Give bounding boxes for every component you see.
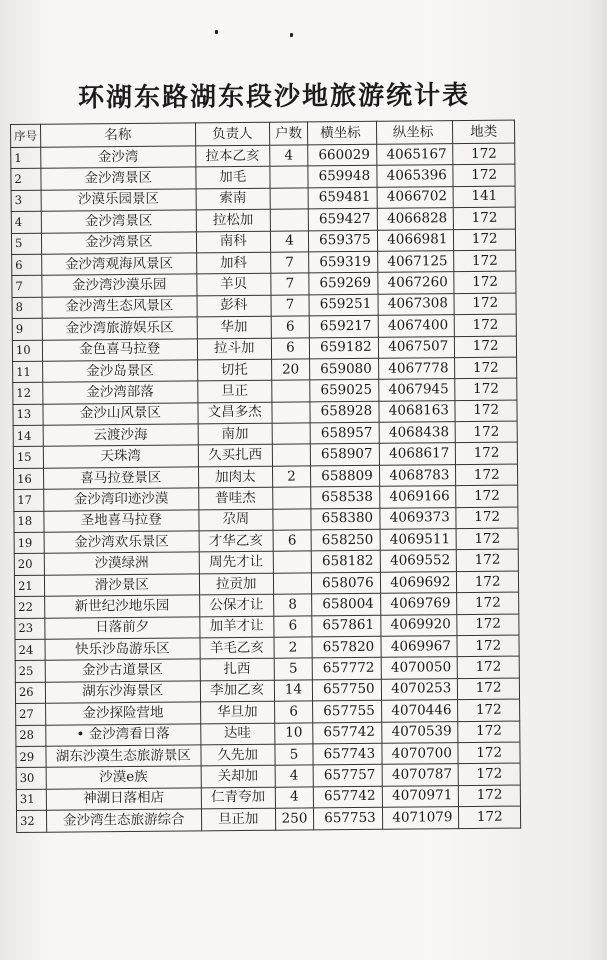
cell-households [273,573,311,595]
cell-y-coordinate: 4071079 [382,807,459,829]
cell-households: 6 [274,701,312,723]
cell-seq: 31 [16,789,46,811]
cell-land-type: 172 [459,806,521,828]
cell-leader: 尕周 [198,509,273,531]
cell-x-coordinate: 657755 [313,700,382,722]
cell-y-coordinate: 4069373 [380,507,457,529]
cell-x-coordinate: 658957 [310,422,379,444]
cell-name: 湖东沙海景区 [45,681,200,704]
cell-y-coordinate: 4066981 [377,229,454,251]
cell-name: 快乐沙岛游乐区 [45,638,200,661]
cell-x-coordinate: 659217 [309,315,378,337]
cell-name: 金沙湾印迹沙漠 [44,488,199,511]
cell-x-coordinate: 658928 [310,401,379,423]
cell-seq: 3 [11,190,41,212]
table-body [11,143,521,832]
cell-households [273,509,311,531]
cell-name: 金沙岛景区 [43,360,198,383]
cell-name: 金沙湾欢乐景区 [44,531,199,554]
cell-land-type: 172 [456,528,518,550]
cell-name: 金沙湾沙漠乐园 [42,274,197,297]
cell-leader: 彭科 [197,295,272,317]
cell-land-type: 172 [455,336,517,358]
cell-land-type: 172 [458,742,520,764]
cell-seq: 23 [15,618,45,640]
cell-y-coordinate: 4070446 [381,700,458,722]
cell-x-coordinate: 659251 [309,294,378,316]
cell-y-coordinate: 4069920 [380,614,457,636]
cell-x-coordinate: 659025 [310,380,379,402]
cell-households: 5 [275,744,313,766]
cell-y-coordinate: 4066702 [377,186,454,208]
cell-x-coordinate: 658380 [311,508,380,530]
cell-leader: 加羊才让 [199,616,274,638]
cell-y-coordinate: 4067945 [378,379,455,401]
cell-name: 湖东沙漠生态旅游景区 [46,745,201,768]
cell-land-type: 172 [454,207,516,229]
cell-name: 新世纪沙地乐园 [45,595,200,618]
cell-y-coordinate: 4068783 [379,464,456,486]
cell-land-type: 172 [458,721,520,743]
cell-name: 金沙湾部落 [43,381,198,404]
cell-land-type: 172 [456,464,518,486]
cell-y-coordinate: 4067125 [377,251,454,273]
cell-name: 沙漠e族 [46,766,201,789]
cell-households: 5 [274,658,312,680]
cell-y-coordinate: 4069692 [380,571,457,593]
cell-leader: 华旦加 [200,701,275,723]
cell-seq: 28 [16,725,46,747]
cell-name: 喜马拉登景区 [44,467,199,490]
cell-x-coordinate: 657743 [313,743,382,765]
cell-y-coordinate: 4065396 [377,165,454,187]
cell-x-coordinate: 658538 [311,487,380,509]
cell-land-type: 172 [454,229,516,251]
cell-land-type: 172 [457,614,519,636]
cell-households: 4 [270,230,308,252]
cell-land-type: 172 [458,656,520,678]
cell-land-type: 172 [457,635,519,657]
cell-name: 滑沙景区 [44,574,199,597]
cell-leader: 关却加 [201,766,276,788]
cell-households: 2 [272,466,310,488]
cell-leader: 加毛 [195,167,270,189]
cell-land-type: 172 [456,443,518,465]
cell-leader: 旦正加 [201,808,276,830]
cell-leader: 加肉太 [198,466,273,488]
table-row [16,806,520,832]
cell-y-coordinate: 4067260 [377,272,454,294]
cell-y-coordinate: 4070787 [382,764,459,786]
cell-land-type: 172 [453,164,515,186]
cell-seq: 13 [13,404,43,426]
cell-households [272,423,310,445]
cell-y-coordinate: 4069769 [380,593,457,615]
cell-name: 金沙湾景区 [41,231,196,254]
cell-y-coordinate: 4070253 [381,678,458,700]
cell-land-type: 172 [458,699,520,721]
cell-x-coordinate: 657742 [313,722,382,744]
cell-households: 4 [275,787,313,809]
cell-y-coordinate: 4069967 [381,636,458,658]
cell-land-type: 172 [456,507,518,529]
cell-leader: 旦正 [197,381,272,403]
cell-leader: 南科 [196,231,271,253]
cell-households [270,166,308,188]
cell-households: 6 [273,530,311,552]
cell-seq: 26 [15,682,45,704]
header-land-type: 地类 [453,120,515,144]
cell-leader: 文昌多杰 [197,402,272,424]
cell-name: 金沙湾生态风景区 [42,296,197,319]
cell-households: 6 [271,316,309,338]
cell-seq: 4 [11,211,41,233]
header-leader: 负责人 [195,122,270,146]
cell-seq: 15 [13,447,43,469]
cell-y-coordinate: 4067400 [378,315,455,337]
cell-seq: 1 [11,147,41,169]
cell-land-type: 172 [455,421,517,443]
cell-x-coordinate: 657753 [314,807,383,829]
cell-x-coordinate: 657772 [312,658,381,680]
header-x-coordinate: 横坐标 [308,121,377,145]
cell-seq: 27 [16,703,46,725]
cell-leader: 达哇 [200,723,275,745]
cell-seq: 30 [16,768,46,790]
cell-y-coordinate: 4068617 [379,443,456,465]
cell-x-coordinate: 659375 [309,230,378,252]
cell-leader: 扎西 [200,659,275,681]
cell-households [270,188,308,210]
cell-households [272,380,310,402]
cell-leader: 拉松加 [196,209,271,231]
cell-seq: 8 [12,297,42,319]
cell-households: 7 [271,295,309,317]
cell-seq: 5 [11,233,41,255]
cell-x-coordinate: 660029 [308,144,377,166]
cell-leader: 周先才让 [199,552,274,574]
cell-name: 金色喜马拉登 [42,338,197,361]
cell-leader: 才华乙亥 [199,530,274,552]
header-seq: 序号 [11,124,41,147]
cell-x-coordinate: 659481 [308,187,377,209]
cell-land-type: 172 [459,785,521,807]
cell-x-coordinate: 658907 [310,444,379,466]
cell-land-type: 172 [457,550,519,572]
cell-name: 金沙山风景区 [43,403,198,426]
cell-name: 金沙湾旅游娱乐区 [42,317,197,340]
cell-households: 10 [275,722,313,744]
cell-households [273,487,311,509]
cell-seq: 22 [15,596,45,618]
cell-leader: 切托 [197,359,272,381]
cell-households [270,209,308,231]
page-edge-shadow [589,0,607,960]
cell-land-type: 172 [453,143,515,165]
cell-y-coordinate: 4066828 [377,208,454,230]
cell-x-coordinate: 658809 [311,465,380,487]
cell-land-type: 172 [455,357,517,379]
cell-households [272,444,310,466]
cell-households: 7 [271,273,309,295]
cell-name: 金沙湾观海风景区 [42,253,197,276]
cell-name: 圣地喜马拉登 [44,510,199,533]
cell-y-coordinate: 4067507 [378,336,455,358]
cell-x-coordinate: 657757 [313,765,382,787]
cell-x-coordinate: 659427 [308,208,377,230]
cell-y-coordinate: 4070539 [381,721,458,743]
cell-land-type: 172 [457,592,519,614]
cell-name: 沙漠乐园景区 [41,189,196,212]
cell-seq: 24 [15,639,45,661]
cell-land-type: 172 [454,271,516,293]
cell-households [272,402,310,424]
paper-speck [215,30,218,34]
cell-x-coordinate: 658182 [311,551,380,573]
cell-x-coordinate: 658004 [312,593,381,615]
cell-seq: 2 [11,169,41,191]
cell-leader: 久先加 [200,744,275,766]
cell-leader: 羊贝 [196,274,271,296]
cell-seq: 29 [16,746,46,768]
cell-y-coordinate: 4069552 [380,550,457,572]
cell-y-coordinate: 4070050 [381,657,458,679]
cell-seq: 19 [14,532,44,554]
cell-seq: 12 [13,383,43,405]
cell-name: 日落前夕 [45,616,200,639]
cell-households [273,551,311,573]
cell-name: 金沙湾生态旅游综合 [46,809,201,832]
cell-leader: 公保才让 [199,594,274,616]
cell-seq: 18 [14,511,44,533]
header-y-coordinate: 纵坐标 [376,121,453,145]
cell-households: 14 [274,680,312,702]
cell-land-type: 172 [456,485,518,507]
cell-households: 4 [270,145,308,167]
cell-name: • 金沙湾看日落 [46,723,201,746]
paper-speck [290,33,293,37]
cell-seq: 14 [13,425,43,447]
cell-households: 250 [275,808,313,830]
cell-x-coordinate: 658076 [311,572,380,594]
cell-seq: 21 [14,575,44,597]
cell-land-type: 172 [457,571,519,593]
cell-land-type: 141 [453,186,515,208]
cell-name: 天珠湾 [43,445,198,468]
cell-households: 2 [274,637,312,659]
cell-land-type: 172 [455,314,517,336]
cell-leader: 索南 [196,188,271,210]
cell-seq: 9 [12,318,42,340]
cell-x-coordinate: 657861 [312,615,381,637]
cell-x-coordinate: 657750 [312,679,381,701]
cell-x-coordinate: 657742 [313,786,382,808]
cell-name: 金沙湾 [41,146,196,169]
cell-leader: 加科 [196,252,271,274]
header-name: 名称 [41,123,196,147]
cell-y-coordinate: 4067778 [378,358,455,380]
cell-name: 金沙湾景区 [41,167,196,190]
page-title: 环湖东路湖东段沙地旅游统计表 [77,80,471,114]
cell-leader: 羊毛乙亥 [200,637,275,659]
cell-x-coordinate: 659182 [309,337,378,359]
cell-households: 20 [271,359,309,381]
cell-leader: 拉贡加 [199,573,274,595]
tourism-statistics-table [10,120,521,833]
cell-seq: 32 [16,810,46,832]
cell-seq: 17 [14,489,44,511]
cell-land-type: 172 [454,250,516,272]
cell-households: 4 [275,765,313,787]
cell-y-coordinate: 4065167 [376,144,453,166]
cell-leader: 久买扎西 [198,445,273,467]
cell-x-coordinate: 659948 [308,166,377,188]
cell-y-coordinate: 4070700 [382,743,459,765]
cell-households: 6 [271,337,309,359]
cell-land-type: 172 [454,293,516,315]
cell-leader: 拉斗加 [197,338,272,360]
cell-households: 8 [274,594,312,616]
header-households: 户数 [269,122,307,145]
cell-name: 神湖日落相店 [46,788,201,811]
cell-seq: 25 [15,661,45,683]
cell-y-coordinate: 4067308 [378,293,455,315]
cell-x-coordinate: 659080 [310,358,379,380]
cell-seq: 7 [12,276,42,298]
cell-land-type: 172 [458,763,520,785]
cell-x-coordinate: 657820 [312,636,381,658]
cell-households: 6 [274,615,312,637]
cell-seq: 11 [13,361,43,383]
cell-y-coordinate: 4068163 [379,400,456,422]
cell-leader: 南加 [198,423,273,445]
cell-leader: 仁青夸加 [201,787,276,809]
cell-seq: 20 [14,554,44,576]
cell-leader: 普哇杰 [198,487,273,509]
cell-y-coordinate: 4069166 [379,486,456,508]
cell-leader: 拉本乙亥 [195,145,270,167]
cell-leader: 李加乙亥 [200,680,275,702]
cell-households: 7 [271,252,309,274]
cell-seq: 6 [12,254,42,276]
cell-name: 金沙探险营地 [46,702,201,725]
cell-land-type: 172 [455,378,517,400]
cell-x-coordinate: 658250 [311,529,380,551]
cell-name: 沙漠绿洲 [44,552,199,575]
cell-name: 金沙湾景区 [41,210,196,233]
cell-leader: 华加 [197,316,272,338]
cell-seq: 10 [12,340,42,362]
cell-land-type: 172 [458,678,520,700]
cell-land-type: 172 [455,400,517,422]
cell-y-coordinate: 4069511 [380,529,457,551]
cell-x-coordinate: 659269 [309,273,378,295]
cell-name: 云渡沙海 [43,424,198,447]
cell-seq: 16 [14,468,44,490]
cell-name: 金沙古道景区 [45,659,200,682]
cell-y-coordinate: 4068438 [379,422,456,444]
cell-y-coordinate: 4070971 [382,785,459,807]
cell-x-coordinate: 659319 [309,251,378,273]
